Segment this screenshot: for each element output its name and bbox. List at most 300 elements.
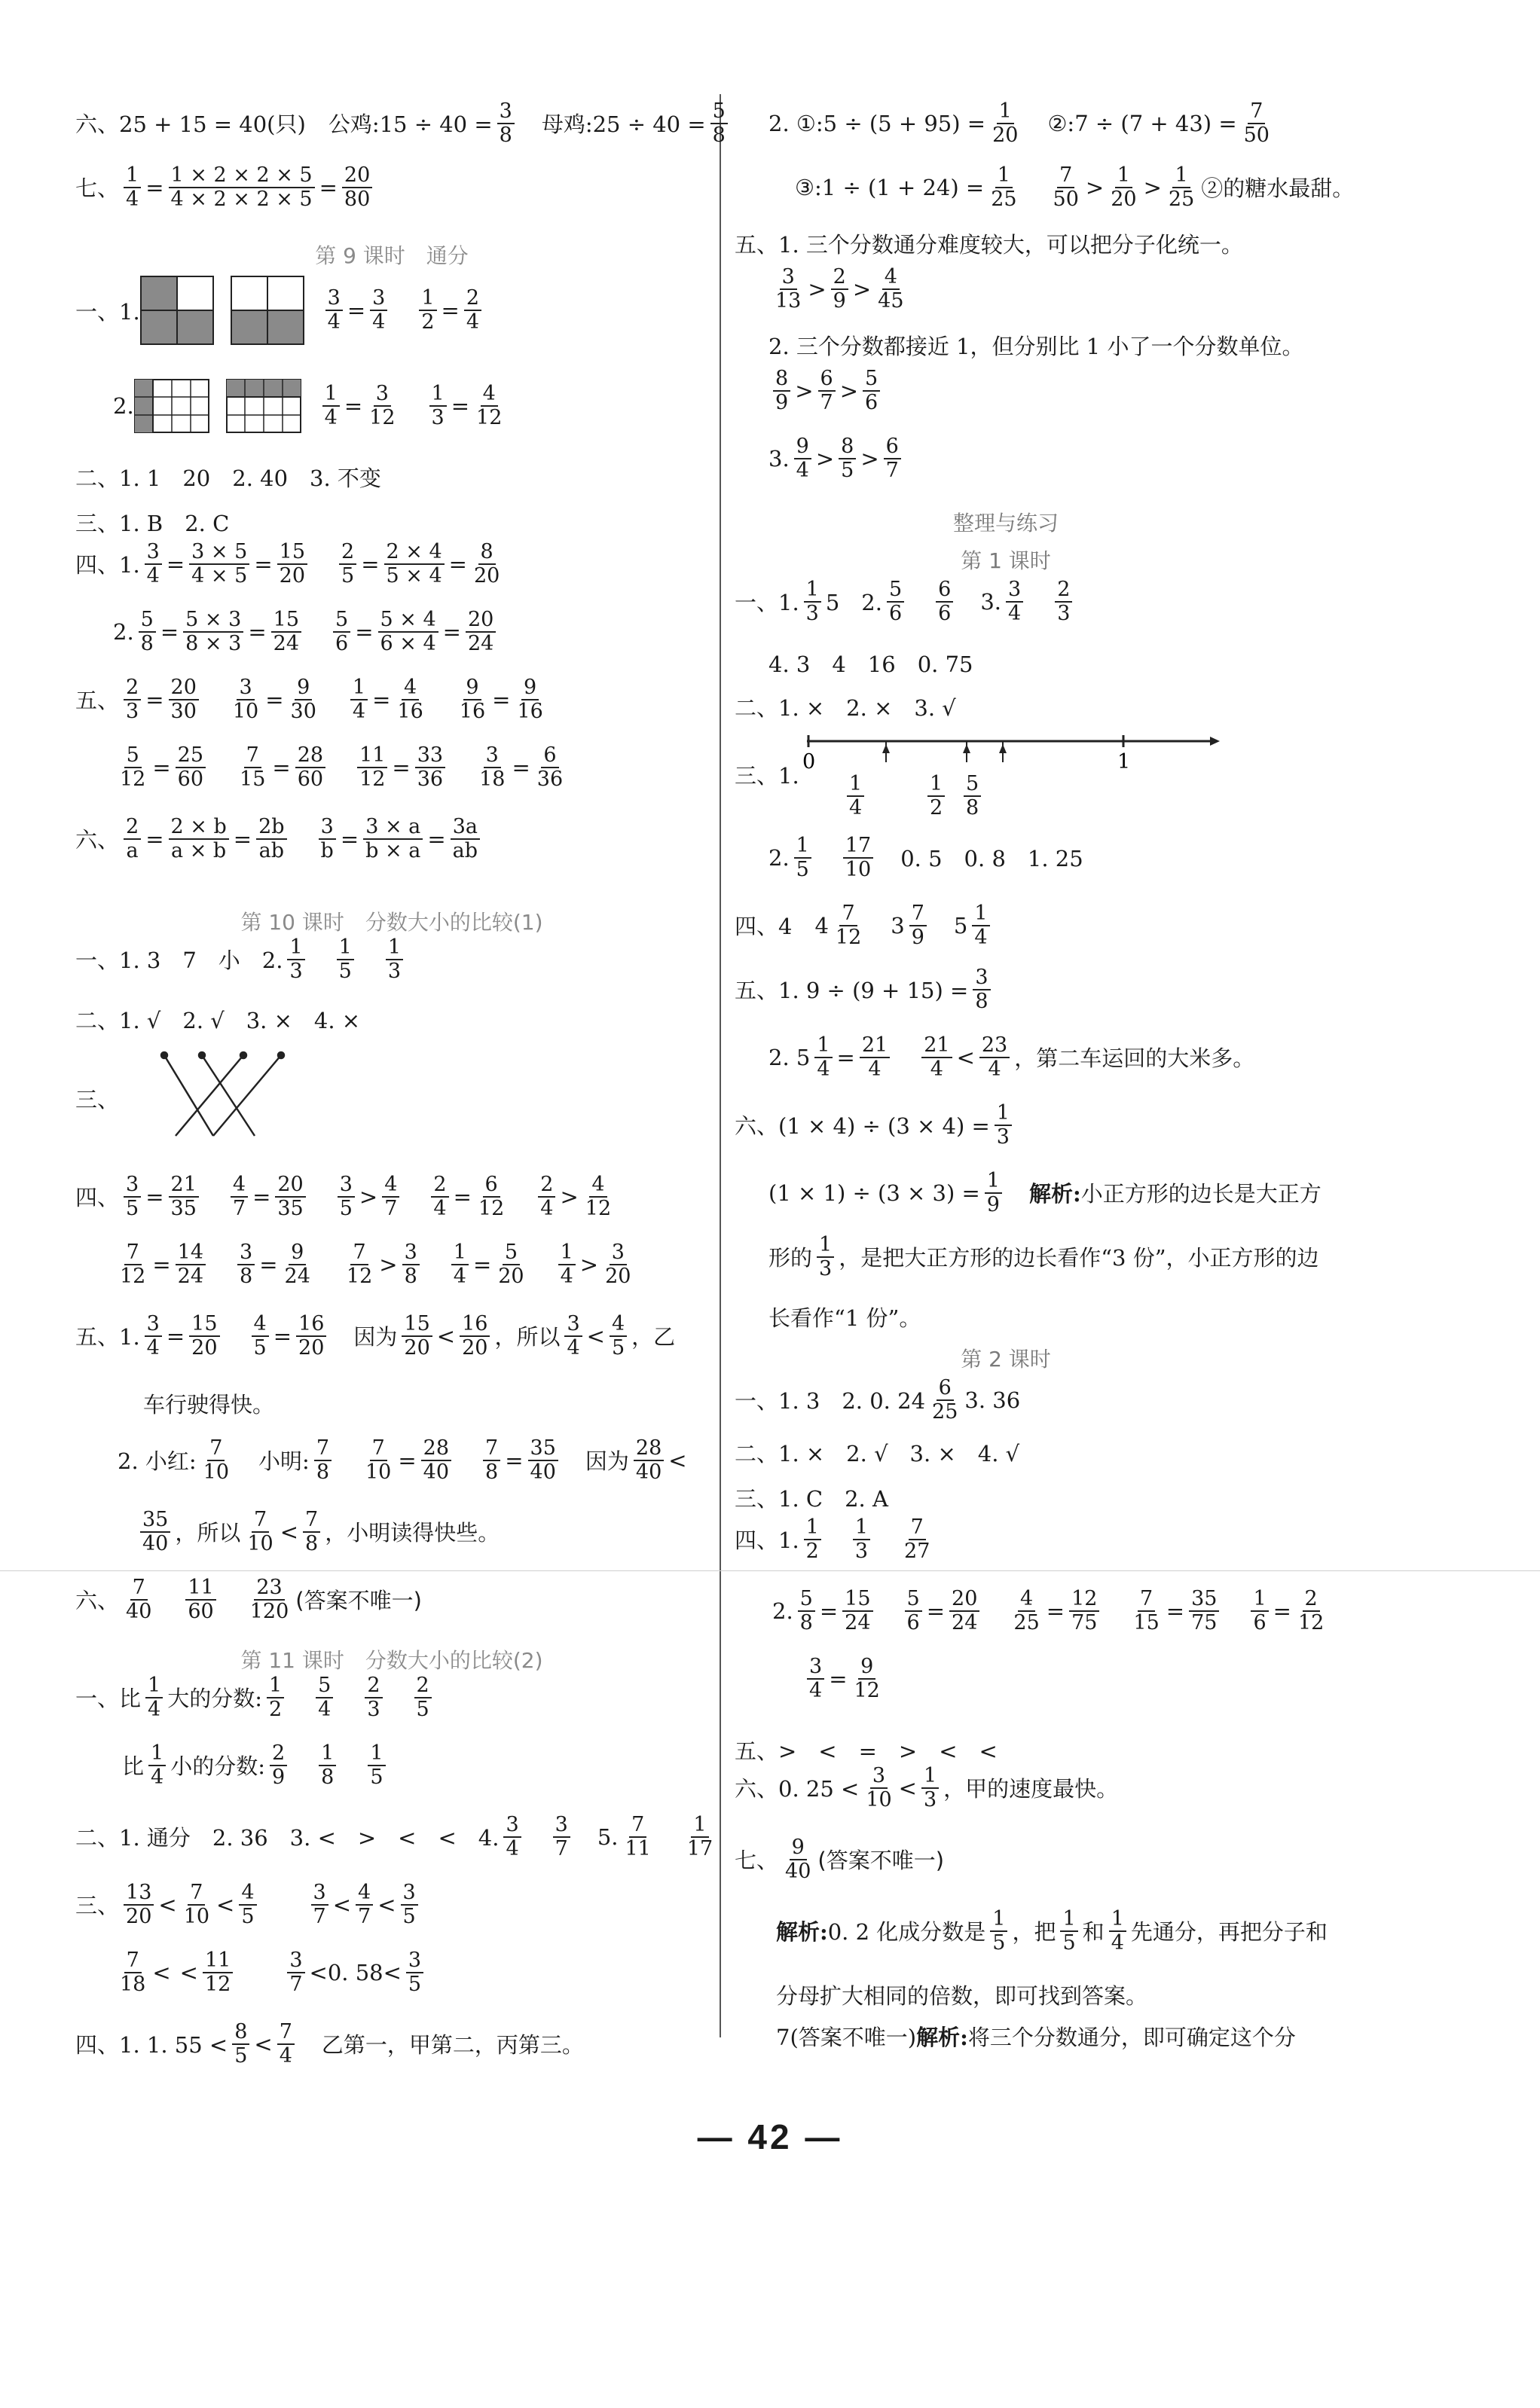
section-title: 第 2 课时: [961, 1347, 1051, 1372]
denominator: 40: [785, 1859, 811, 1883]
denominator: 75: [1071, 1610, 1098, 1634]
fraction: [807, 1656, 824, 1701]
denominator: 4 × 5: [191, 563, 248, 588]
denominator: 5: [611, 1335, 625, 1360]
denominator: 5: [339, 1196, 353, 1220]
fraction: [936, 578, 953, 624]
text: 2.: [772, 1598, 793, 1624]
numerator: 3: [610, 1241, 627, 1265]
denominator: 4: [327, 310, 341, 334]
numerator: 5: [905, 1588, 922, 1612]
denominator: 40: [530, 1460, 556, 1484]
fraction: [169, 1173, 199, 1219]
denominator: 11: [625, 1836, 651, 1860]
fraction: [189, 541, 249, 587]
answer-line: 五、1. 三个分数通分难度较大，可以把分子化统一。: [735, 232, 1243, 258]
fraction: [248, 1576, 292, 1622]
text: 六、25 + 15 = 40(只): [75, 111, 306, 138]
grid-figure: [140, 276, 214, 345]
text: 将三个分数通分，即可确定这个分: [967, 2025, 1296, 2050]
denominator: 40: [126, 1599, 152, 1623]
denominator: 7: [555, 1836, 568, 1860]
denominator: 75: [1191, 1610, 1218, 1634]
answer-line: 四、1. $\frac{3}{4}$ = $\frac{3 \times 5}{4 \times 5}$ = $\frac{15}{20}$ $\frac{2}{5}$ = $\frac{2 \times 4}{5 \times 4}$ = $\frac{8}{20}$: [75, 541, 506, 587]
answer-line: 2. 5 $\frac{1}{4}$ = $\frac{21}{4}$ $\frac{21}{4}$ < $\frac{23}{4}$ ，第二车运回的大米多。: [768, 1033, 1255, 1081]
fraction: [817, 1234, 834, 1280]
fraction: [239, 1882, 256, 1927]
fraction: [921, 1765, 939, 1811]
numerator: 1: [1172, 164, 1190, 188]
text: 一、1.: [735, 590, 799, 616]
denominator: 12: [835, 925, 862, 949]
denominator: 5: [241, 1904, 255, 1928]
text: 因为: [353, 1324, 398, 1350]
numerator: 2: [538, 1173, 555, 1198]
numerator: 1: [124, 164, 141, 188]
fraction: [316, 1674, 333, 1720]
denominator: ab: [258, 838, 284, 862]
fraction: [839, 435, 856, 481]
fraction: [185, 1576, 215, 1622]
numerator: 5: [503, 1241, 520, 1265]
numerator: 1: [847, 773, 864, 797]
denominator: 3: [126, 699, 139, 723]
fraction: [1189, 1588, 1219, 1634]
fraction: [451, 1241, 469, 1287]
denominator: 6: [865, 390, 878, 414]
denominator: 8: [240, 1264, 253, 1288]
denominator: 25: [1168, 187, 1195, 211]
text: 公鸡:15 ÷ 40 =: [328, 111, 493, 138]
numerator: 3: [319, 816, 336, 840]
analysis-label: 解析:: [916, 2025, 968, 2050]
numerator: 3: [325, 287, 343, 311]
denominator: 4: [1111, 1930, 1124, 1955]
denominator: 5: [234, 2043, 248, 2068]
numerator: 6: [936, 578, 953, 603]
numerator: 1: [319, 1742, 336, 1766]
denominator: 4: [433, 1196, 447, 1220]
text: 小明:: [258, 1448, 310, 1475]
denominator: 4: [466, 310, 480, 334]
denominator: 4: [1008, 601, 1022, 625]
denominator: 8: [404, 1264, 417, 1288]
fraction: [338, 1173, 355, 1219]
numerator: 15: [402, 1313, 432, 1337]
fraction: [319, 1742, 336, 1788]
fraction: [804, 1516, 821, 1562]
text: 2.: [113, 393, 134, 419]
denominator: 80: [344, 187, 371, 211]
answer-line: 2. $\frac{5}{8}$ = $\frac{15}{24}$ $\frac{5}{6}$ = $\frac{20}{24}$ $\frac{4}{25}$ = $\frac{12}{75}$ $\frac{7}{15}$ = $\frac{35}{75}$ $\frac{1}{6}$ = $\frac{2}{12}$: [735, 1588, 1331, 1634]
numerator: 16: [460, 1313, 490, 1337]
denominator: b × a: [365, 838, 421, 862]
numerator: 8: [773, 368, 790, 392]
text: 六、: [75, 827, 120, 853]
numerator: 2: [414, 1674, 432, 1698]
fraction: [496, 1241, 526, 1287]
denominator: 8: [305, 1531, 319, 1555]
text: 0. 2 化成分数是: [827, 1919, 986, 1946]
numerator: 7: [130, 1576, 148, 1601]
text: 四、: [75, 1185, 120, 1211]
denominator: 4: [146, 1335, 160, 1360]
numerator: 1: [995, 1102, 1012, 1126]
denominator: 20: [298, 1335, 325, 1360]
fraction: [847, 773, 864, 819]
numerator: 35: [140, 1509, 170, 1533]
denominator: 4: [796, 458, 809, 482]
denominator: 3: [819, 1256, 833, 1280]
note: (答案不唯一): [295, 1588, 422, 1614]
answer-line: [735, 578, 1077, 624]
fraction: [414, 1674, 432, 1720]
numerator: 1: [368, 1742, 385, 1766]
numerator: 5: [124, 744, 142, 768]
numerator: 7: [909, 902, 927, 926]
text: 一、1. 3 7 小 2.: [75, 948, 283, 974]
numerator: 3: [145, 1313, 162, 1337]
numerator: 2 × 4: [384, 541, 445, 565]
numerator: 25: [176, 744, 206, 768]
numerator: 1: [817, 1234, 834, 1258]
denominator: 4: [318, 1697, 332, 1721]
denominator: 4: [506, 1836, 519, 1860]
fraction: [949, 1588, 979, 1634]
numerator: 11: [357, 744, 387, 768]
numerator: 23: [979, 1034, 1010, 1058]
answer-line: 四、4 4 $\frac{7}{12}$ 3 $\frac{7}{9}$ 5 $\frac{1}{4}$: [735, 902, 995, 948]
fraction: [831, 266, 848, 312]
numerator: 4: [481, 383, 498, 407]
denominator: 3: [996, 1125, 1010, 1149]
numerator: 7: [909, 1516, 926, 1540]
text: (1 × 1) ÷ (3 × 3) =: [768, 1180, 980, 1206]
text: 7(答案不唯一): [776, 2025, 917, 2050]
denominator: 4: [817, 1057, 830, 1081]
denominator: 5: [416, 1697, 429, 1721]
fraction: [457, 676, 487, 722]
text: 3. 36: [964, 1387, 1021, 1413]
numerator: 4: [382, 1173, 399, 1198]
denominator: 8: [712, 123, 726, 147]
numerator: 4: [1018, 1588, 1035, 1612]
answer-line: 2. 三个分数都接近 1，但分别比 1 小了一个分数单位。: [768, 334, 1304, 359]
answer-line: [735, 1234, 1319, 1280]
numerator: 7: [350, 1241, 368, 1265]
denominator: 12: [585, 1196, 612, 1220]
fraction: [875, 266, 906, 312]
denominator: 2: [421, 310, 435, 334]
numerator: 3a: [451, 816, 480, 840]
fraction: [277, 541, 307, 587]
numerator: 3: [406, 1949, 423, 1973]
fraction: [314, 1437, 332, 1483]
numerator: 14: [176, 1241, 206, 1265]
numerator: 7: [370, 1437, 387, 1461]
fraction: [990, 1908, 1007, 1954]
text: 四、1.: [735, 1528, 799, 1554]
text: 0. 5 0. 8 1. 25: [900, 846, 1083, 872]
numerator: 1: [337, 936, 354, 960]
fraction: [311, 1882, 328, 1927]
fraction: [972, 902, 989, 948]
answer-line: $\frac{5}{12}$ = $\frac{25}{60}$ $\frac{7}{15}$ = $\frac{28}{60}$ $\frac{11}{12}$ = $\frac{33}{36}$ $\frac{3}{18}$ = $\frac{6}{36}$: [75, 744, 570, 790]
numerator: 3: [124, 1173, 141, 1198]
fraction: [818, 368, 836, 414]
analysis-label: 解析:: [776, 1919, 828, 1946]
denominator: 18: [479, 767, 506, 791]
fraction: [1069, 1588, 1099, 1634]
fraction: [988, 164, 1019, 210]
denominator: 4: [560, 1264, 573, 1288]
numerator: 5: [863, 368, 880, 392]
numerator: 1: [148, 1742, 166, 1766]
denominator: 50: [1243, 123, 1270, 147]
fraction: [930, 1377, 960, 1423]
number-line-labels: [959, 773, 985, 819]
fraction: [124, 1576, 154, 1622]
numerator: 8: [478, 541, 496, 565]
fraction: [483, 1437, 500, 1483]
fraction: [1242, 100, 1272, 146]
numerator: 1: [921, 1765, 939, 1789]
fraction: [863, 1765, 894, 1811]
text: 2. 小红:: [118, 1448, 197, 1475]
fraction: [1296, 1588, 1326, 1634]
denominator: 60: [177, 767, 204, 791]
answer-line: 三、1. C 2. A: [735, 1486, 888, 1512]
fraction: [386, 936, 403, 982]
numerator: 21: [921, 1034, 952, 1058]
tick-label-1: 1: [1117, 750, 1130, 774]
text: 六、: [75, 1588, 120, 1614]
number-line-labels: [923, 773, 949, 819]
fraction: [583, 1173, 613, 1219]
answer-line: 分母扩大相同的倍数，即可找到答案。: [776, 1983, 1148, 2009]
numerator: 9: [295, 676, 312, 700]
answer-line: 4. 3 4 16 0. 75: [768, 652, 973, 677]
fraction: [231, 1173, 248, 1219]
fraction: [402, 1241, 420, 1287]
fraction: [124, 676, 141, 722]
fraction: [415, 744, 445, 790]
section-title: 整理与练习: [952, 511, 1059, 536]
denominator: 12: [1297, 1610, 1325, 1634]
denominator: 4: [146, 563, 160, 588]
denominator: 10: [845, 857, 872, 881]
numerator: 3: [370, 287, 387, 311]
fraction: [814, 1034, 832, 1080]
fraction: [325, 287, 343, 333]
text: 2.: [768, 844, 790, 871]
analysis-label: 解析:: [1028, 1181, 1081, 1207]
answer-line: [75, 1742, 390, 1788]
answer-line: 五、1. $\frac{3}{4}$ = $\frac{15}{20}$ $\frac{4}{5}$ = $\frac{16}{20}$ 因为 $\frac{15}{20}$ < $\frac{16}{20}$ ，所以 $\frac{3}{4}$ < $\frac{4}{5}$ ，乙: [75, 1312, 676, 1360]
column-divider: [720, 94, 721, 2037]
numerator: 3: [973, 966, 990, 990]
numerator: 12: [1069, 1588, 1099, 1612]
answer-line: 二、1. 1 20 2. 40 3. 不变: [75, 465, 381, 491]
answer-line: [735, 835, 1083, 880]
numerator: 20: [169, 676, 199, 700]
answer-line: $\frac{35}{40}$ ，所以 $\frac{7}{10}$ < $\frac{7}{8}$ ，小明读得快些。: [75, 1509, 500, 1555]
denominator: 4: [868, 1057, 882, 1081]
numerator: 20: [949, 1588, 979, 1612]
numerator: 20: [342, 164, 372, 188]
numerator: 1: [985, 1170, 1002, 1194]
numerator: 9: [794, 435, 811, 459]
numerator: 7: [188, 1882, 205, 1906]
denominator: 8: [966, 795, 979, 819]
denominator: 9: [911, 925, 924, 949]
fraction: [472, 541, 502, 587]
fraction: [902, 1516, 932, 1562]
numerator: 3: [484, 744, 501, 768]
denominator: 45: [878, 288, 904, 313]
fraction: [368, 1742, 385, 1788]
numerator: 3: [503, 1814, 521, 1838]
answer-line: [75, 1814, 720, 1860]
fraction: [256, 816, 286, 862]
numerator: 21: [169, 1173, 199, 1198]
answer-line: [75, 1576, 422, 1622]
fraction: [497, 100, 515, 146]
denominator: 3: [923, 1787, 937, 1811]
denominator: 10: [232, 699, 259, 723]
numerator: 4: [610, 1313, 627, 1337]
answer-line: 车行驶得快。: [143, 1392, 275, 1418]
text: 三、1.: [735, 762, 799, 789]
denominator: 12: [476, 406, 503, 429]
answer-line: [735, 966, 995, 1012]
numerator: 11: [203, 1949, 233, 1973]
numerator: 3: [402, 1241, 420, 1265]
numerator: 4: [589, 1173, 607, 1198]
numerator: 5: [798, 1588, 815, 1612]
numerator: 3: [237, 1241, 255, 1265]
numerator: 3: [338, 1173, 355, 1198]
text: 一、1. 3 2. 0. 24: [735, 1388, 926, 1415]
numerator: 1 × 2 × 2 × 5: [169, 164, 315, 188]
fraction: [267, 1674, 284, 1720]
denominator: 8: [316, 1460, 329, 1484]
answer-line: $\frac{8}{9}$ > $\frac{6}{7}$ > $\frac{5}{6}$: [735, 368, 885, 414]
numerator: 35: [1189, 1588, 1219, 1612]
denominator: 5: [370, 1765, 383, 1789]
denominator: 25: [991, 187, 1017, 211]
numerator: 1: [804, 578, 821, 603]
fraction: [402, 1313, 432, 1359]
fold-line: [0, 1570, 1540, 1571]
answer-line: [75, 1049, 345, 1147]
denominator: 4: [148, 1697, 161, 1721]
denominator: 6: [888, 601, 903, 625]
fraction: [296, 1313, 326, 1359]
denominator: 20: [498, 1264, 524, 1288]
fraction: [460, 1313, 490, 1359]
fraction: [921, 1034, 952, 1080]
denominator: 40: [142, 1531, 169, 1555]
denominator: 12: [478, 1196, 505, 1220]
fraction: [357, 744, 387, 790]
fraction: [466, 609, 496, 655]
fraction: [853, 1516, 870, 1562]
numerator: 3: [807, 1656, 824, 1680]
fraction: [189, 1313, 219, 1359]
numerator: 16: [296, 1313, 326, 1337]
numerator: 7: [1138, 1588, 1155, 1612]
fraction: [905, 1588, 922, 1634]
text: 六、(1 × 4) ÷ (3 × 4) =: [735, 1113, 990, 1140]
text: 五、1.: [75, 1324, 140, 1350]
denominator: 20: [992, 123, 1019, 147]
fraction: [842, 1588, 872, 1634]
fraction: [1006, 578, 1023, 624]
denominator: 4: [352, 699, 366, 723]
denominator: 20: [473, 563, 500, 588]
answer-line: 三、1. B 2. C: [75, 511, 230, 536]
denominator: 7: [358, 1904, 371, 1928]
numerator: 7: [483, 1437, 500, 1461]
numerator: 3: [780, 266, 797, 290]
answer-line: [735, 1516, 937, 1562]
denominator: 4: [930, 1057, 943, 1081]
fraction: [558, 1241, 576, 1287]
answer-line: $\frac{3}{13}$ > $\frac{2}{9}$ > $\frac{4}{45}$: [735, 266, 911, 312]
numerator: 4: [402, 676, 419, 700]
numerator: 3 × a: [363, 816, 423, 840]
denominator: 7: [313, 1904, 326, 1928]
text: 因为: [585, 1448, 629, 1475]
denominator: 20: [462, 1335, 488, 1360]
numerator: 2: [1303, 1588, 1320, 1612]
fraction: [124, 1173, 141, 1219]
denominator: 5: [126, 1196, 139, 1220]
text: ③:1 ÷ (1 + 24) =: [795, 174, 985, 200]
answer-line: $\frac{7}{12}$ = $\frac{14}{24}$ $\frac{3}{8}$ = $\frac{9}{24}$ $\frac{7}{12}$ > $\frac{3}{8}$ $\frac{1}{4}$ = $\frac{5}{20}$ $\frac{1}{4}$ > $\frac{3}{20}$: [75, 1241, 637, 1287]
numerator: 2: [270, 1742, 287, 1766]
numerator: 2: [339, 541, 356, 565]
numerator: 6: [541, 744, 558, 768]
numerator: 7: [244, 744, 261, 768]
numerator: 1: [691, 1814, 708, 1838]
text: 3.: [768, 445, 790, 472]
answer-line: 四、1. 1. 55 < $\frac{8}{5}$ < $\frac{7}{4}$ 乙第一，甲第二，丙第三。: [75, 2020, 584, 2068]
answer-line: 二、1. √ 2. √ 3. × 4. ×: [75, 1008, 361, 1033]
numerator: 4: [882, 266, 900, 290]
text: 母鸡:25 ÷ 40 =: [541, 111, 706, 138]
denominator: 24: [284, 1264, 310, 1288]
fraction: [339, 541, 356, 587]
fraction: [622, 1814, 652, 1860]
numerator: 21: [860, 1034, 890, 1058]
fraction: [140, 1509, 170, 1555]
text: 2. ①:5 ÷ (5 + 95) =: [768, 110, 986, 136]
answer-line: [75, 100, 732, 146]
numerator: 2: [464, 287, 481, 311]
denominator: 40: [635, 1460, 662, 1484]
fraction: [382, 1173, 399, 1219]
grid-figure: [226, 379, 301, 433]
denominator: 20: [126, 1904, 152, 1928]
fraction: [356, 1882, 373, 1927]
fraction: [182, 1882, 212, 1927]
answer-line: 2. $\frac{5}{8}$ = $\frac{5 \times 3}{8 \times 3}$ = $\frac{15}{24}$ $\frac{5}{6}$ = $\frac{5 \times 4}{6 \times 4}$ = $\frac{20}{24}$: [75, 609, 500, 655]
section-title: 第 1 课时: [961, 548, 1051, 573]
grid-figure: [231, 276, 304, 345]
fraction: [406, 1949, 423, 1995]
